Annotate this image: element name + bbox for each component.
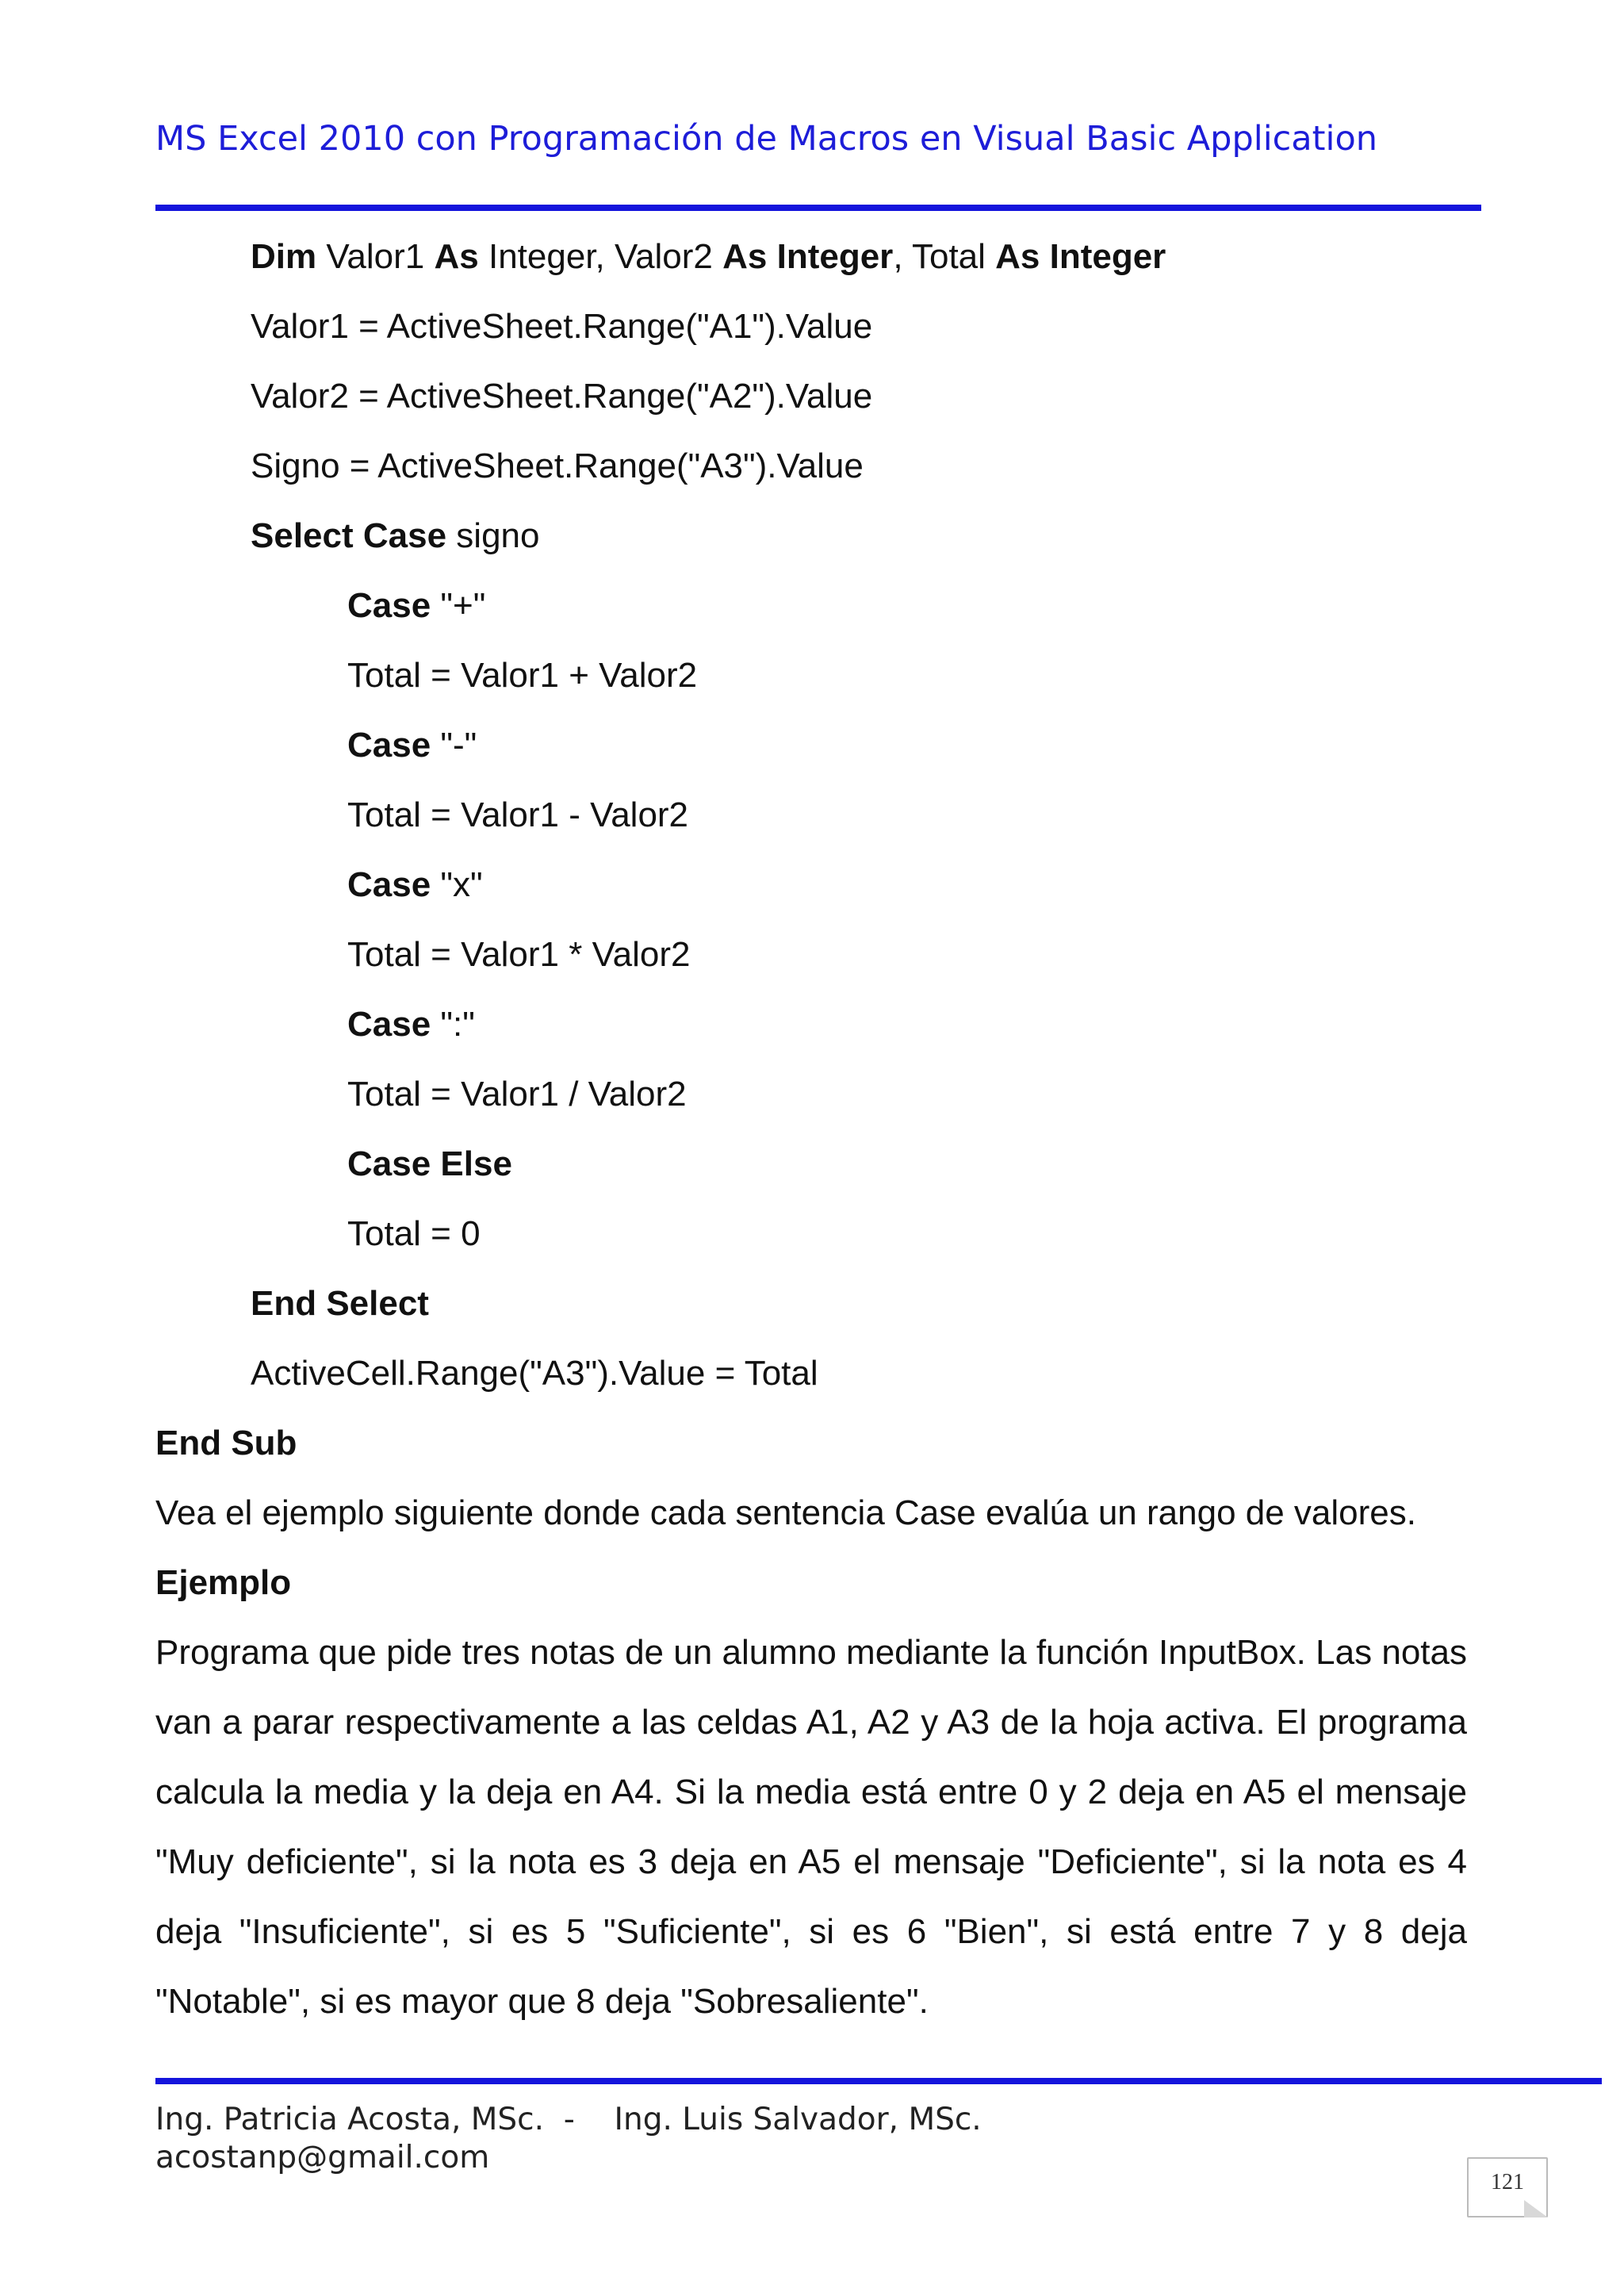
code-text: "x": [431, 865, 483, 904]
code-line-select-case: [251, 512, 539, 560]
code-keyword: As Integer: [995, 237, 1166, 276]
code-line-end-select: End Select: [251, 1284, 429, 1323]
footer-divider: [155, 2078, 1602, 2084]
paragraph-line: "Notable", si es mayor que 8 deja "Sobresaliente".: [155, 1982, 929, 2021]
paragraph-line: "Muy deficiente", si la nota es 3 deja en A5 el mensaje "Deficiente", si la nota es 4: [155, 1842, 1467, 1881]
intro-sentence: Vea el ejemplo siguiente donde cada sentencia Case evalúa un rango de valores.: [155, 1493, 1416, 1532]
code-keyword: Case: [347, 1005, 431, 1044]
code-keyword: Case: [347, 865, 431, 904]
code-line-total-zero: Total = 0: [347, 1214, 481, 1253]
code-line-case-colon: [347, 1001, 475, 1048]
code-line-dim: [251, 233, 1166, 281]
paragraph-line: calcula la media y la deja en A4. Si la media está entre 0 y 2 deja en A5 el mensaje: [155, 1773, 1467, 1811]
paragraph-line: deja "Insuficiente", si es 5 "Suficiente", si es 6 "Bien", si está entre 7 y 8 deja: [155, 1912, 1467, 1951]
code-line-valor2: Valor2 = ActiveSheet.Range("A2").Value: [251, 377, 873, 416]
code-line-subtract: Total = Valor1 - Valor2: [347, 795, 689, 834]
page-curl-icon: [1524, 2200, 1548, 2217]
code-text: "-": [431, 726, 477, 765]
code-line-assign: ActiveCell.Range("A3").Value = Total: [251, 1354, 818, 1393]
code-keyword: Dim: [251, 237, 317, 276]
code-line-valor1: Valor1 = ActiveSheet.Range("A1").Value: [251, 307, 873, 346]
page-number: 121: [1491, 2170, 1524, 2194]
page-header-title: MS Excel 2010 con Programación de Macros en Visual Basic Application: [155, 119, 1378, 159]
code-text: Integer, Valor2: [478, 237, 723, 276]
code-keyword: As Integer: [722, 237, 894, 276]
code-line-case-minus: [347, 722, 477, 769]
footer-email: acostanp@gmail.com: [155, 2140, 490, 2175]
code-line-sum: Total = Valor1 + Valor2: [347, 656, 698, 695]
code-text: Valor1: [316, 237, 435, 276]
code-line-case-x: [347, 861, 483, 909]
code-text: "+": [431, 586, 486, 625]
paragraph-line: Programa que pide tres notas de un alumno mediante la función InputBox. Las notas: [155, 1633, 1467, 1672]
code-line-signo: Signo = ActiveSheet.Range("A3").Value: [251, 447, 864, 485]
footer-authors: Ing. Patricia Acosta, MSc. - Ing. Luis Salvador, MSc.: [155, 2102, 982, 2137]
example-heading: Ejemplo: [155, 1563, 292, 1602]
code-line-divide: Total = Valor1 / Valor2: [347, 1075, 687, 1114]
code-keyword: Select Case: [251, 516, 447, 555]
page-number-badge: [1467, 2157, 1548, 2217]
header-divider: [155, 205, 1481, 211]
code-keyword: Case: [347, 726, 431, 765]
code-keyword: As: [434, 237, 479, 276]
code-text: signo: [446, 516, 540, 555]
code-line-case-plus: [347, 582, 485, 630]
code-line-multiply: Total = Valor1 * Valor2: [347, 935, 691, 974]
code-keyword: Case: [347, 586, 431, 625]
code-text: ":": [431, 1005, 475, 1044]
code-text: , Total: [893, 237, 996, 276]
code-line-end-sub: End Sub: [155, 1424, 297, 1462]
code-line-case-else: Case Else: [347, 1144, 512, 1183]
paragraph-line: van a parar respectivamente a las celdas A1, A2 y A3 de la hoja activa. El programa: [155, 1703, 1467, 1742]
